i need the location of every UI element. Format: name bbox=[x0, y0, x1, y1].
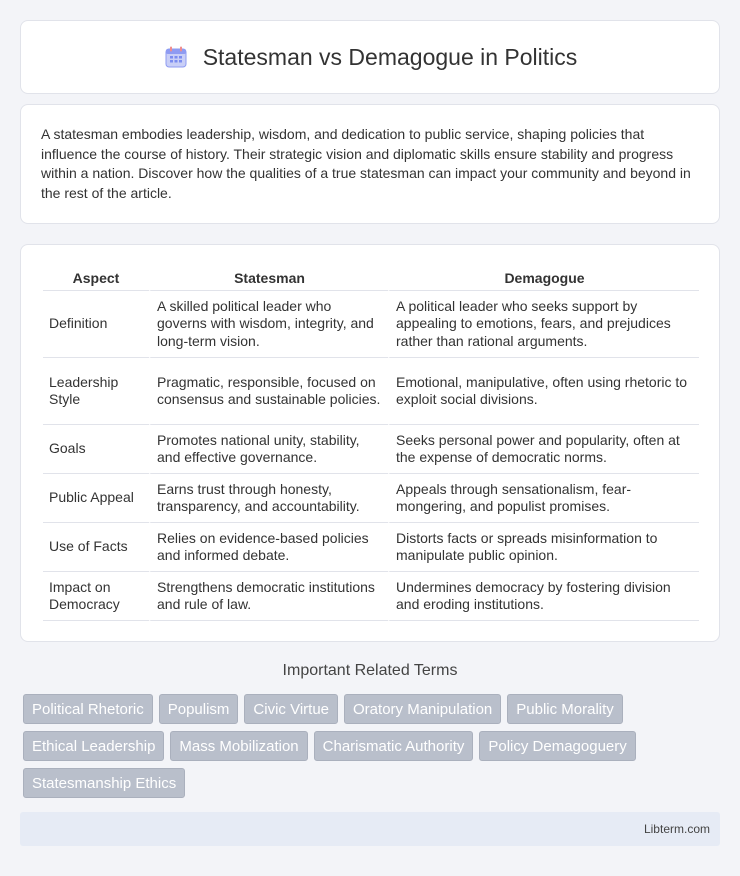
tag-political-rhetoric[interactable]: Political Rhetoric bbox=[23, 694, 153, 724]
cell-aspect: Impact on Democracy bbox=[43, 572, 149, 621]
table-header-row bbox=[43, 265, 699, 291]
cell-statesman: Promotes national unity, stability, and effective governance. bbox=[149, 425, 388, 474]
cell-statesman: Earns trust through honesty, transparency, and accountability. bbox=[149, 474, 388, 523]
cell-demagogue: Appeals through sensationalism, fear-mongering, and populist promises. bbox=[388, 474, 699, 523]
table-row bbox=[43, 425, 699, 474]
cell-aspect: Use of Facts bbox=[43, 523, 149, 572]
footer bbox=[20, 812, 720, 846]
cell-statesman: Pragmatic, responsible, focused on consensus and sustainable policies. bbox=[149, 358, 388, 425]
tag-statesmanship-ethics[interactable]: Statesmanship Ethics bbox=[23, 768, 185, 798]
comparison-table-card bbox=[20, 244, 720, 642]
tag-policy-demagoguery[interactable]: Policy Demagoguery bbox=[479, 731, 635, 761]
tag-oratory-manipulation[interactable]: Oratory Manipulation bbox=[344, 694, 501, 724]
header-aspect: Aspect bbox=[43, 265, 149, 291]
table-row bbox=[43, 291, 699, 358]
calendar-grid-icon bbox=[163, 44, 189, 70]
header-statesman: Statesman bbox=[149, 265, 388, 291]
cell-aspect: Leadership Style bbox=[43, 358, 149, 425]
tag-public-morality[interactable]: Public Morality bbox=[507, 694, 623, 724]
footer-site-link[interactable]: Libterm.com bbox=[643, 822, 710, 836]
page-title: Statesman vs Demagogue in Politics bbox=[202, 43, 578, 70]
intro-paragraph: A statesman embodies leadership, wisdom, and dedication to public service, shaping policies that influence the course of history. Their strategic vision and diplomatic skills ensure stability and progress within a nation. Discover how the qualities of a true statesman can impact your community and beyond in the rest of the article. bbox=[41, 126, 691, 201]
tag-mass-mobilization[interactable]: Mass Mobilization bbox=[170, 731, 307, 761]
cell-demagogue: Seeks personal power and popularity, often at the expense of democratic norms. bbox=[388, 425, 699, 474]
related-terms-title: Important Related Terms bbox=[282, 662, 458, 679]
cell-demagogue: Distorts facts or spreads misinformation to manipulate public opinion. bbox=[388, 523, 699, 572]
header-demagogue: Demagogue bbox=[388, 265, 699, 291]
header-card bbox=[20, 20, 720, 94]
cell-demagogue: Emotional, manipulative, often using rhetoric to exploit social divisions. bbox=[388, 358, 699, 425]
cell-demagogue: Undermines democracy by fostering division and eroding institutions. bbox=[388, 572, 699, 621]
cell-aspect: Goals bbox=[43, 425, 149, 474]
tag-ethical-leadership[interactable]: Ethical Leadership bbox=[23, 731, 164, 761]
tag-populism[interactable]: Populism bbox=[159, 694, 239, 724]
intro-card bbox=[20, 104, 720, 224]
table-row bbox=[43, 572, 699, 621]
table-row bbox=[43, 358, 699, 425]
cell-aspect: Public Appeal bbox=[43, 474, 149, 523]
table-row bbox=[43, 523, 699, 572]
cell-statesman: Strengthens democratic institutions and rule of law. bbox=[149, 572, 388, 621]
related-terms-list bbox=[23, 694, 703, 798]
comparison-table bbox=[43, 265, 699, 621]
tag-charismatic-authority[interactable]: Charismatic Authority bbox=[314, 731, 474, 761]
cell-statesman: A skilled political leader who governs with wisdom, integrity, and long-term vision. bbox=[149, 291, 388, 358]
cell-statesman: Relies on evidence-based policies and informed debate. bbox=[149, 523, 388, 572]
table-row bbox=[43, 474, 699, 523]
cell-aspect: Definition bbox=[43, 291, 149, 358]
tag-civic-virtue[interactable]: Civic Virtue bbox=[244, 694, 338, 724]
cell-demagogue: A political leader who seeks support by appealing to emotions, fears, and prejudices rather than rational arguments. bbox=[388, 291, 699, 358]
